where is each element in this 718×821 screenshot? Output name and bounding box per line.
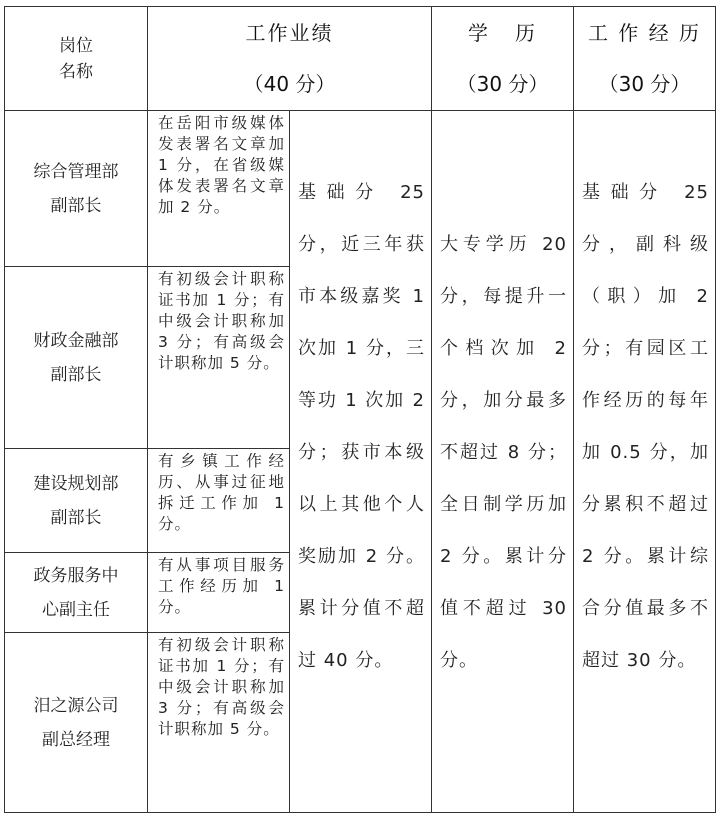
performance-detail-cell xyxy=(148,449,290,553)
performance-common-text: 基础分 25 分，近三年获市本级嘉奖 1 次加 1 分，三等功 1 次加 2 分；获市本级以上其他个人奖励加 2 分。累计分值不超过 40 分。 xyxy=(298,182,425,671)
performance-detail-text: 有初级会计职称证书加 1 分；有中级会计职称加 3 分；有高级会计职称加 5 分。 xyxy=(158,636,285,738)
performance-detail-cell xyxy=(148,633,290,813)
experience-rule-text: 基础分 25 分，副科级（职）加 2 分；有园区工作经历的每年加 0.5 分，加分累积不超过 2 分。累计综合分值最多不超过 30 分。 xyxy=(582,182,709,671)
role-name-line1: 综合管理部 xyxy=(33,161,119,182)
experience-rule-cell xyxy=(574,111,716,813)
role-cell xyxy=(5,111,148,267)
header-performance-title: 工作业绩 xyxy=(245,20,334,45)
performance-detail-cell xyxy=(148,553,290,633)
performance-common-cell xyxy=(290,111,432,813)
header-experience-points: （30 分） xyxy=(598,71,691,96)
header-experience xyxy=(574,7,716,111)
role-cell xyxy=(5,633,148,813)
role-name-line2: 副总经理 xyxy=(42,729,110,750)
header-education-points: （30 分） xyxy=(456,71,549,96)
role-name-line1: 汨之源公司 xyxy=(33,695,119,716)
header-position-line1: 岗位 xyxy=(59,35,93,56)
role-name-line1: 财政金融部 xyxy=(33,330,119,351)
education-rule-cell xyxy=(432,111,574,813)
education-rule-text: 大专学历 20 分，每提升一个档次加 2 分，加分最多不超过 8 分；全日制学历加 2 分。累计分值不超过 30 分。 xyxy=(440,234,567,671)
performance-detail-cell xyxy=(148,267,290,449)
role-name-line2: 副部长 xyxy=(50,195,102,216)
header-performance xyxy=(148,7,432,111)
role-name-line2: 心副主任 xyxy=(42,599,110,620)
performance-detail-text: 在岳阳市级媒体发表署名文章加 1 分，在省级媒体发表署名文章加 2 分。 xyxy=(158,114,285,216)
role-name-line2: 副部长 xyxy=(50,364,102,385)
role-name-line1: 政务服务中 xyxy=(33,565,119,586)
performance-detail-text: 有从事项目服务工作经历加 1 分。 xyxy=(158,556,285,616)
role-cell xyxy=(5,553,148,633)
header-performance-points: （40 分） xyxy=(243,71,336,96)
header-position-line2: 名称 xyxy=(59,61,93,82)
header-position xyxy=(5,7,148,111)
role-name-line1: 建设规划部 xyxy=(33,473,119,494)
role-cell xyxy=(5,449,148,553)
role-name-line2: 副部长 xyxy=(50,507,102,528)
performance-detail-cell xyxy=(148,111,290,267)
header-experience-title: 工 作 经 历 xyxy=(587,20,702,45)
header-education-title: 学 历 xyxy=(467,20,538,45)
performance-detail-text: 有乡镇工作经历、从事过征地拆迁工作加 1 分。 xyxy=(158,452,285,533)
scoring-table xyxy=(4,6,716,813)
role-cell xyxy=(5,267,148,449)
header-education xyxy=(432,7,574,111)
performance-detail-text: 有初级会计职称证书加 1 分；有中级会计职称加 3 分；有高级会计职称加 5 分。 xyxy=(158,270,285,372)
